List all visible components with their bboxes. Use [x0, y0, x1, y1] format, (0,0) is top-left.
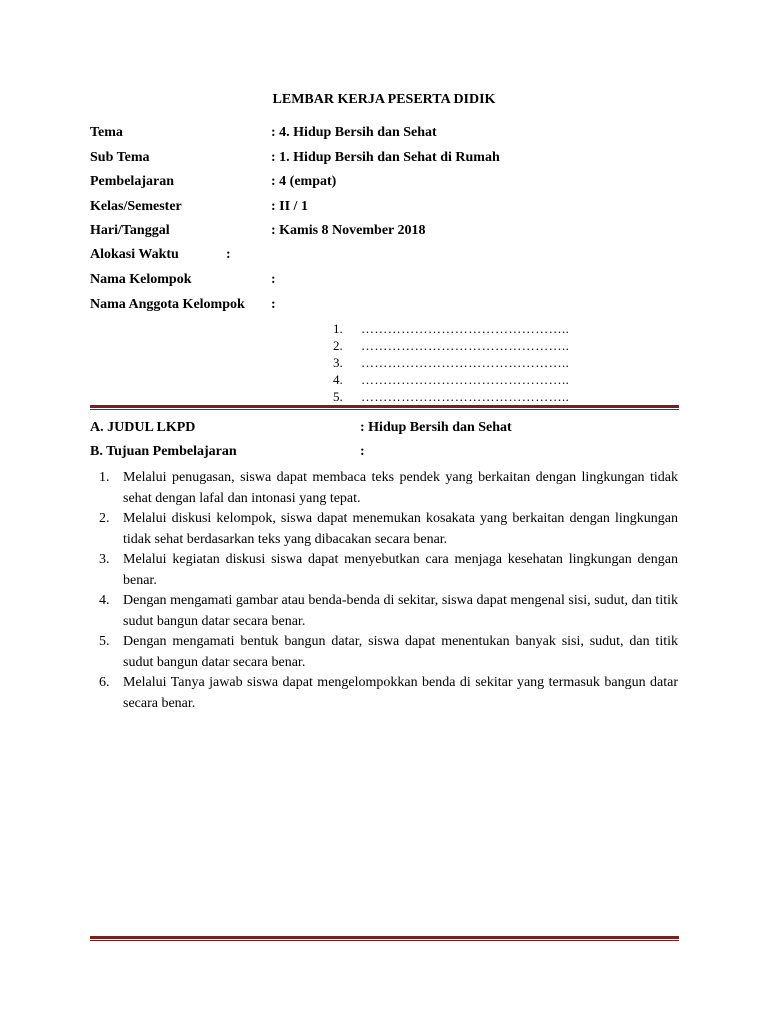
member-blank[interactable]: ……………………………………….. [361, 355, 570, 370]
member-item[interactable] [333, 388, 569, 405]
goal-item [90, 509, 678, 550]
goal-number: 6. [99, 675, 110, 690]
goal-number: 2. [99, 511, 110, 526]
goal-number: 5. [99, 634, 110, 649]
member-number: 5. [333, 389, 343, 404]
goal-number: 4. [99, 593, 110, 608]
member-item[interactable] [333, 371, 569, 388]
meta-value: : 4 (empat) [271, 174, 337, 189]
meta-value: : [226, 247, 231, 262]
meta-label: Nama Anggota Kelompok [90, 297, 245, 312]
member-blank[interactable]: ……………………………………….. [361, 372, 570, 387]
meta-label: Hari/Tanggal [90, 223, 170, 238]
learning-goals-list [90, 468, 678, 714]
goal-number: 3. [99, 552, 110, 567]
member-blank[interactable]: ……………………………………….. [361, 338, 570, 353]
meta-value: : II / 1 [271, 199, 308, 214]
meta-label: Sub Tema [90, 150, 150, 165]
meta-label: Nama Kelompok [90, 272, 192, 287]
member-number: 4. [333, 372, 343, 387]
member-number: 2. [333, 338, 343, 353]
member-item[interactable] [333, 337, 569, 354]
goal-item [90, 632, 678, 673]
member-list [333, 320, 569, 405]
goal-text: Dengan mengamati bentuk bangun datar, siswa dapat menentukan banyak sisi, sudut, dan titik sudut bangun datar secara benar. [123, 634, 678, 670]
member-item[interactable] [333, 354, 569, 371]
goal-text: Dengan mengamati gambar atau benda-benda di sekitar, siswa dapat mengenal sisi, sudut, dan titik sudut bangun datar secara benar. [123, 593, 678, 629]
meta-label: Kelas/Semester [90, 199, 182, 214]
meta-value: : [271, 297, 276, 312]
goal-item [90, 468, 678, 509]
meta-label: Alokasi Waktu [90, 247, 179, 262]
meta-label: Tema [90, 125, 123, 140]
goal-text: Melalui penugasan, siswa dapat membaca teks pendek yang berkaitan dengan lingkungan tidak sehat dengan lafal dan intonasi yang tepat. [123, 470, 678, 506]
meta-value: : 4. Hidup Bersih dan Sehat [271, 125, 437, 140]
section-a-label: A. JUDUL LKPD [90, 420, 196, 435]
member-number: 3. [333, 355, 343, 370]
section-b-label: B. Tujuan Pembelajaran [90, 444, 237, 459]
section-b-value: : [360, 444, 365, 459]
goal-text: Melalui Tanya jawab siswa dapat mengelompokkan benda di sekitar yang termasuk bangun datar secara benar. [123, 675, 678, 711]
goal-item [90, 550, 678, 591]
goal-text: Melalui kegiatan diskusi siswa dapat menyebutkan cara menjaga kesehatan lingkungan dengan benar. [123, 552, 678, 588]
divider-bottom [90, 936, 679, 941]
goal-text: Melalui diskusi kelompok, siswa dapat menemukan kosakata yang berkaitan dengan lingkungan tidak sehat berdasarkan teks yang dibacakan secara benar. [123, 511, 678, 547]
meta-label: Pembelajaran [90, 174, 174, 189]
meta-value: : Kamis 8 November 2018 [271, 223, 426, 238]
section-a-value: : Hidup Bersih dan Sehat [360, 420, 512, 435]
goal-item [90, 673, 678, 714]
divider-top [90, 405, 679, 410]
goal-number: 1. [99, 470, 110, 485]
meta-value: : [271, 272, 276, 287]
goal-item [90, 591, 678, 632]
meta-value: : 1. Hidup Bersih dan Sehat di Rumah [271, 150, 500, 165]
document-title: LEMBAR KERJA PESERTA DIDIK [272, 92, 496, 107]
member-blank[interactable]: ……………………………………….. [361, 321, 570, 336]
member-blank[interactable]: ……………………………………….. [361, 389, 570, 404]
member-item[interactable] [333, 320, 569, 337]
member-number: 1. [333, 321, 343, 336]
